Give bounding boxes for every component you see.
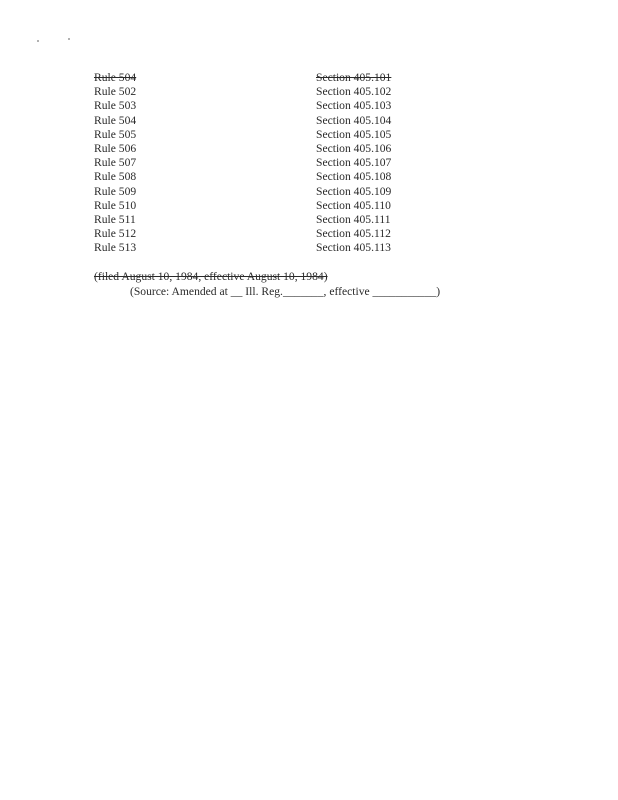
rule-number: Rule 504 (94, 71, 137, 84)
scan-speck (37, 40, 39, 42)
rule-number: Rule 505 (94, 127, 137, 141)
rule-number: Rule 506 (94, 141, 137, 155)
rule-number: Rule 508 (94, 170, 137, 184)
section-number: Section 405.102 (316, 85, 392, 99)
table-row (94, 99, 414, 113)
table-row (94, 185, 414, 199)
table-row (94, 241, 414, 255)
rule-number: Rule 504 (94, 113, 137, 127)
table-row (94, 156, 414, 170)
section-number: Section 405.108 (316, 170, 392, 184)
section-number: Section 405.101 (316, 71, 392, 84)
rule-number: Rule 502 (94, 85, 137, 99)
rule-number: Rule 512 (94, 227, 137, 241)
rule-number: Rule 509 (94, 184, 137, 198)
section-number: Section 405.109 (316, 184, 392, 198)
table-row (94, 142, 414, 156)
rule-number: Rule 511 (94, 212, 136, 226)
rule-number: Rule 503 (94, 99, 137, 113)
rule-number: Rule 507 (94, 156, 137, 170)
section-number: Section 405.104 (316, 113, 392, 127)
scan-speck (68, 38, 70, 40)
section-number: Section 405.107 (316, 156, 392, 170)
rule-number: Rule 513 (94, 241, 137, 255)
section-number: Section 405.103 (316, 99, 392, 113)
table-row (94, 71, 414, 85)
rule-section-table (94, 71, 414, 255)
rule-number: Rule 510 (94, 198, 137, 212)
table-row (94, 170, 414, 184)
filed-note: (filed August 10, 1984, effective August 10, 1984) (94, 270, 328, 283)
section-number: Section 405.110 (316, 198, 391, 212)
table-row (94, 85, 414, 99)
section-number: Section 405.111 (316, 212, 391, 226)
section-number: Section 405.113 (316, 241, 391, 255)
section-number: Section 405.105 (316, 127, 392, 141)
table-row (94, 128, 414, 142)
table-row (94, 227, 414, 241)
source-note: (Source: Amended at __ Ill. Reg._______, effective ___________) (130, 285, 441, 298)
section-number: Section 405.112 (316, 227, 391, 241)
table-row (94, 199, 414, 213)
section-number: Section 405.106 (316, 141, 392, 155)
table-row (94, 213, 414, 227)
table-row (94, 114, 414, 128)
